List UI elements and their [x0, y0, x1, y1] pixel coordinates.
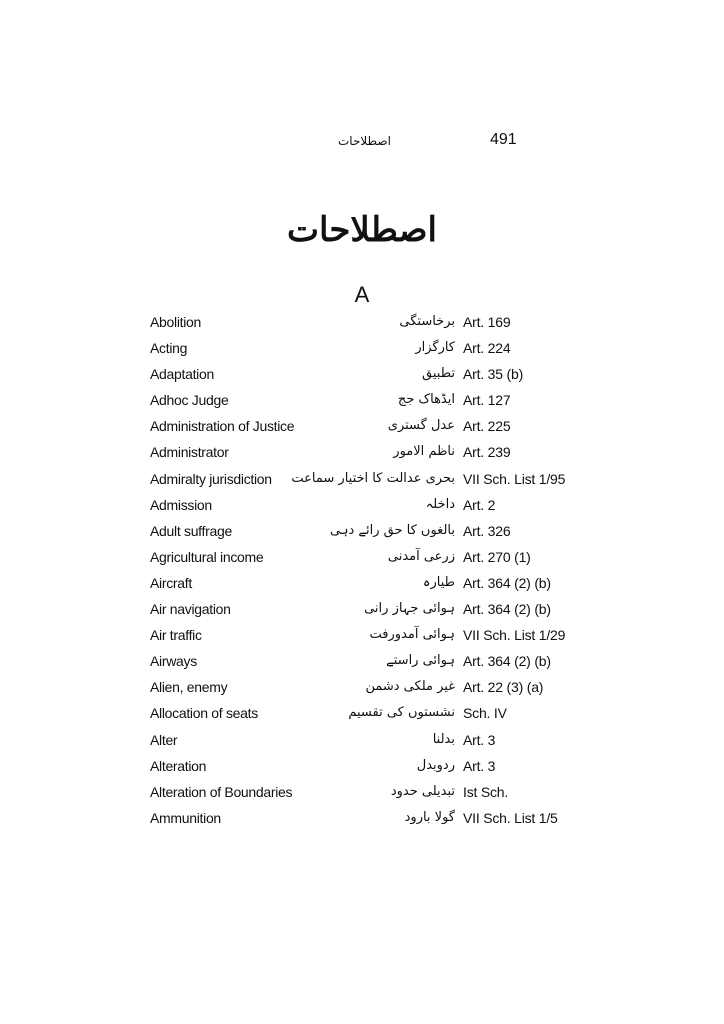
- glossary-entry: [0, 546, 724, 572]
- entry-urdu: بحری عدالت کا اختیار سماعت: [291, 470, 455, 486]
- glossary-entry: [0, 729, 724, 755]
- entry-urdu: نشستوں کی تقسیم: [348, 705, 455, 721]
- entry-term: Admiralty jurisdiction: [150, 470, 272, 487]
- entry-reference: VII Sch. List 1/5: [463, 809, 558, 826]
- entry-urdu: ہوائی راستے: [386, 653, 455, 669]
- entry-reference: Art. 169: [463, 314, 511, 330]
- entry-term: Abolition: [150, 314, 202, 330]
- entry-urdu: بدلنا: [432, 731, 455, 747]
- entry-urdu: برخاستگی: [399, 314, 455, 329]
- entry-urdu: ایڈھاک جج: [397, 392, 455, 408]
- entry-term: Adaptation: [150, 366, 214, 383]
- entry-reference: Sch. IV: [463, 705, 507, 722]
- page-header: [320, 130, 520, 154]
- entry-term: Alteration of Boundaries: [150, 783, 293, 800]
- entry-reference: VII Sch. List 1/95: [463, 470, 566, 487]
- entry-urdu: تبدیلی حدود: [390, 783, 455, 799]
- glossary-entry: [0, 624, 724, 650]
- entry-reference: Art. 3: [463, 757, 496, 774]
- entry-term: Allocation of seats: [150, 705, 258, 722]
- entry-urdu: ناظم الامور: [393, 444, 455, 460]
- entry-reference: Art. 364 (2) (b): [463, 653, 551, 670]
- entry-term: Admission: [150, 496, 212, 513]
- entry-term: Alter: [150, 731, 178, 748]
- glossary-entry: [0, 781, 724, 807]
- entry-term: Air navigation: [150, 601, 231, 618]
- entry-urdu: بالغوں کا حق رائے دہی: [330, 522, 455, 538]
- glossary-entry: [0, 676, 724, 702]
- glossary-entry: [0, 494, 724, 520]
- running-header-title: اصطلاحات: [338, 134, 391, 148]
- entry-reference: Art. 3: [463, 731, 496, 748]
- page-title: اصطلاحات: [287, 210, 437, 250]
- glossary-entry: [0, 520, 724, 546]
- glossary-entry: [0, 702, 724, 728]
- entry-term: Agricultural income: [150, 548, 264, 565]
- entry-reference: Art. 2: [463, 496, 496, 513]
- glossary-entry: [0, 389, 724, 415]
- entry-urdu: داخلہ: [425, 496, 455, 512]
- entry-term: Administrator: [150, 444, 229, 461]
- entry-reference: Art. 270 (1): [463, 548, 531, 565]
- entry-term: Airways: [150, 653, 197, 670]
- entry-urdu: غیر ملکی دشمن: [365, 679, 455, 695]
- entry-term: Administration of Justice: [150, 418, 295, 435]
- entry-reference: Art. 35 (b): [463, 366, 524, 383]
- entry-reference: Art. 224: [463, 340, 511, 357]
- entry-term: Ammunition: [150, 809, 221, 826]
- entry-term: Adult suffrage: [150, 522, 232, 539]
- glossary-entry: [0, 598, 724, 624]
- entry-term: Adhoc Judge: [150, 392, 229, 409]
- entry-reference: Art. 22 (3) (a): [463, 679, 544, 696]
- page-number: 491: [490, 131, 517, 148]
- entry-reference: Art. 326: [463, 522, 511, 539]
- section-letter: A: [354, 282, 370, 307]
- glossary-list: [0, 311, 724, 833]
- entry-urdu: ہوائی آمدورفت: [369, 627, 455, 643]
- entry-reference: Art. 364 (2) (b): [463, 574, 551, 591]
- glossary-entry: [0, 807, 724, 833]
- entry-reference: Ist Sch.: [463, 783, 509, 800]
- entry-reference: Art. 225: [463, 418, 511, 435]
- glossary-entry: [0, 468, 724, 494]
- entry-reference: Art. 364 (2) (b): [463, 601, 551, 618]
- entry-urdu: عدل گستری: [387, 418, 455, 434]
- entry-reference: VII Sch. List 1/29: [463, 627, 566, 644]
- entry-urdu: طیارہ: [422, 574, 455, 590]
- entry-urdu: تطبیق: [422, 366, 455, 382]
- entry-term: Alteration: [150, 757, 207, 774]
- entry-urdu: کارگزار: [415, 340, 455, 356]
- glossary-entry: [0, 650, 724, 676]
- entry-urdu: زرعی آمدنی: [387, 548, 455, 564]
- entry-term: Aircraft: [150, 574, 192, 591]
- entry-term: Alien, enemy: [150, 679, 228, 696]
- entry-urdu: ہوائی جہاز رانی: [364, 601, 455, 617]
- entry-urdu: ردوبدل: [416, 757, 455, 773]
- glossary-entry: [0, 337, 724, 363]
- entry-reference: Art. 239: [463, 444, 511, 461]
- entry-urdu: گولا بارود: [404, 809, 455, 825]
- glossary-entry: [0, 363, 724, 389]
- glossary-entry: [0, 415, 724, 441]
- glossary-entry: [0, 572, 724, 598]
- glossary-entry: [0, 755, 724, 781]
- glossary-entry: [0, 441, 724, 467]
- entry-reference: Art. 127: [463, 392, 511, 409]
- entry-term: Acting: [150, 340, 188, 357]
- glossary-entry: [0, 311, 724, 337]
- entry-term: Air traffic: [150, 627, 202, 644]
